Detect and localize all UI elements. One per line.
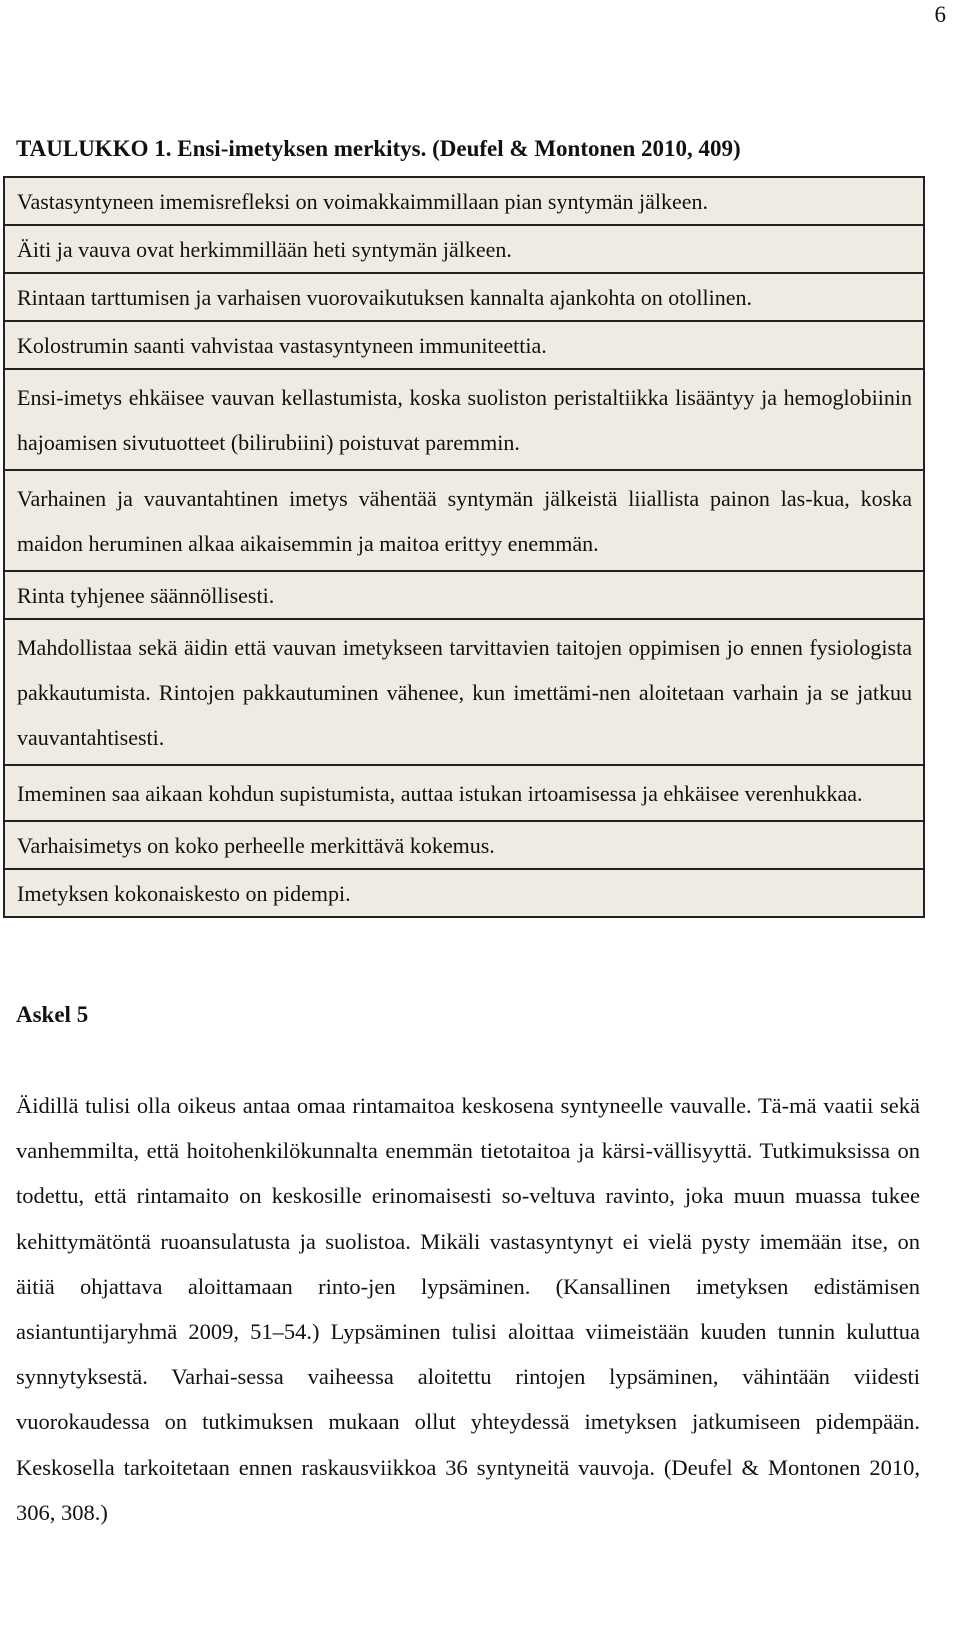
table-effects-of-first-breastfeeding (3, 176, 925, 918)
table-row: Rinta tyhjenee säännöllisesti. (5, 572, 923, 620)
table-row: Ensi-imetys ehkäisee vauvan kellastumista, koska suoliston peristaltiikka lisääntyy ja hemoglobiinin hajoamisen sivutuotteet (bilirubiini) poistuvat paremmin. (5, 370, 923, 471)
table-row: Imeminen saa aikaan kohdun supistumista, auttaa istukan irtoamisessa ja ehkäisee verenhukkaa. (5, 766, 923, 822)
body-paragraph (16, 1083, 920, 1535)
table-row: Imetyksen kokonaiskesto on pidempi. (17, 881, 351, 906)
table-row: Rintaan tarttumisen ja varhaisen vuorovaikutuksen kannalta ajankohta on otollinen. (5, 274, 923, 322)
paragraph-text: Äidillä tulisi olla oikeus antaa omaa rintamaitoa keskosena syntyneelle vauvalle. Tä-mä vaatii sekä vanhemmilta, että hoitohenkilökunnalta enemmän tietotaitoa ja kärsi-vällisyyttä. Tutkimuksissa on todettu, että rintamaito on keskosille erinomaisesti so-veltuva ravinto, joka muun muassa tukee kehittymätöntä ruoansulatusta ja suolistoa. Mikäli vastasyntynyt ei vielä pysty imemään itse, on äitiä ohjattava aloittamaan rinto-jen lypsäminen. (Kansallinen imetyksen edistämisen asiantuntijaryhmä 2009, 51–54.) Lypsäminen tulisi aloittaa viimeistään kuuden tunnin kuluttua synnytyksestä. Varhai-sessa vaiheessa aloitettu rintojen lypsäminen, vähintään viidesti vuorokaudessa on tutkimuksen mukaan ollut yhteydessä imetyksen jatkumiseen pidempään. Keskosella tarkoitetaan ennen raskausviikkoa 36 syntyneitä vauvoja. (Deufel & Montonen 2010, 306, 308.) (16, 1093, 920, 1525)
table-row: Mahdollistaa sekä äidin että vauvan imetykseen tarvittavien taitojen oppimisen jo ennen fysiologista pakkautumista. Rintojen pakkautuminen vähenee, kun imettämi-nen aloitetaan varhain ja se jatkuu vauvantahtisesti. (5, 620, 923, 766)
page-number: 6 (934, 2, 946, 27)
table-row: Vastasyntyneen imemisrefleksi on voimakkaimmillaan pian syntymän jälkeen. (5, 178, 923, 226)
table-row: Kolostrumin saanti vahvistaa vastasyntyneen immuniteettia. (5, 322, 923, 370)
table-row: Varhaisimetys on koko perheelle merkittävä kokemus. (5, 822, 923, 870)
section-heading: Askel 5 (16, 1002, 89, 1027)
table-row: Varhainen ja vauvantahtinen imetys vähentää syntymän jälkeistä liiallista painon las-kua, koska maidon heruminen alkaa aikaisemmin ja maitoa erittyy enemmän. (5, 471, 923, 572)
table-caption: TAULUKKO 1. Ensi-imetyksen merkitys. (Deufel & Montonen 2010, 409) (16, 136, 741, 161)
table-row: Äiti ja vauva ovat herkimmillään heti syntymän jälkeen. (5, 226, 923, 274)
